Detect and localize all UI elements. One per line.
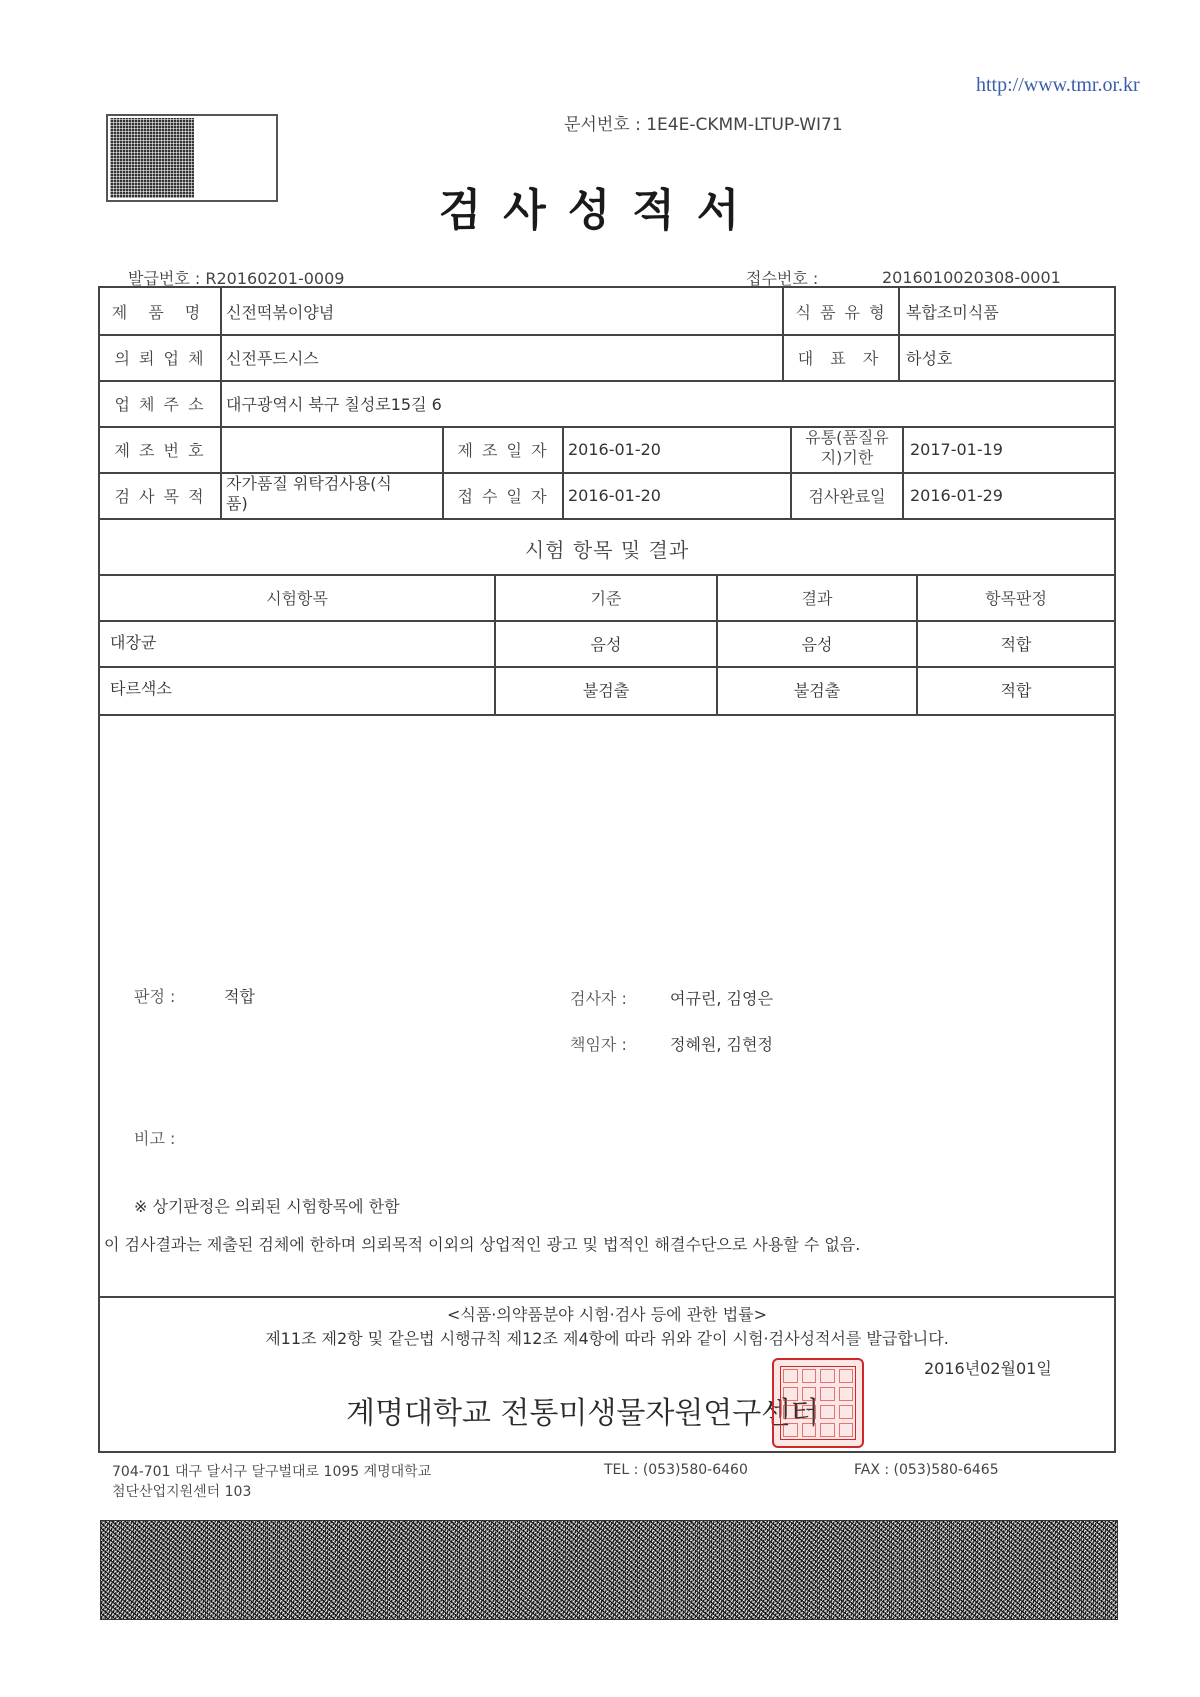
footer-address-line: 첨단산업지원센터 103 [112, 1484, 252, 1500]
receipt-number-value: 2016010020308-0001 [882, 268, 1061, 287]
column-header-judgement: 항목판정 [985, 589, 1047, 608]
representative-value: 하성호 [906, 349, 953, 368]
divider [100, 334, 1114, 336]
requester-label: 의 뢰 업 체 [114, 349, 206, 368]
inspector-value: 여규린, 김영은 [670, 989, 773, 1008]
divider [562, 426, 564, 518]
law-text: 제11조 제2항 및 같은법 시행규칙 제12조 제4항에 따라 위와 같이 시험·검사성적서를 발급합니다. [265, 1329, 949, 1348]
table-cell-standard: 음성 [590, 635, 622, 654]
expiry-label [792, 428, 902, 468]
table-cell-test-item: 타르색소 [110, 679, 172, 698]
issue-date: 2016년02월01일 [924, 1359, 1052, 1378]
certificate-table [98, 286, 1116, 1453]
judgement-value: 적합 [224, 987, 255, 1006]
footer-address-line: 704-701 대구 달서구 달구벌대로 1095 계명대학교 [112, 1464, 432, 1480]
responsible-value: 정혜원, 김현정 [670, 1035, 773, 1054]
receipt-date-value: 2016-01-20 [568, 486, 661, 505]
product-name-label: 제 품 명 [111, 303, 209, 322]
responsible-label: 책임자 : [570, 1035, 627, 1054]
results-section-title: 시험 항목 및 결과 [524, 538, 690, 562]
product-name-value: 신전떡볶이양념 [226, 303, 335, 322]
address-value: 대구광역시 북구 칠성로15길 6 [226, 395, 442, 414]
remarks-label: 비고 : [134, 1129, 176, 1148]
divider [100, 574, 1114, 576]
law-title: <식품·의약품분야 시험·검사 등에 관한 법률> [446, 1305, 768, 1324]
table-cell-result: 음성 [801, 635, 833, 654]
divider [902, 426, 904, 518]
document-number: 문서번호 : 1E4E-CKMM-LTUP-WI71 [564, 115, 843, 135]
inspector-label: 검사자 : [570, 989, 627, 1008]
table-cell-standard: 불검출 [582, 681, 630, 700]
receipt-date-label: 접 수 일 자 [457, 487, 549, 506]
column-header-test-item: 시험항목 [266, 589, 328, 608]
expiry-label-line: 유통(품질유 [805, 428, 889, 447]
issue-number: 발급번호 : R20160201-0009 [128, 269, 345, 288]
food-type-value: 복합조미식품 [906, 303, 999, 322]
divider [100, 620, 1114, 622]
divider [220, 288, 222, 518]
judgement-label: 판정 : [134, 987, 176, 1006]
table-cell-judgement: 적합 [1000, 635, 1032, 654]
test-purpose-line: 품) [226, 494, 248, 513]
food-type-label: 식 품 유 형 [795, 303, 887, 322]
receipt-number-label: 접수번호 : [746, 269, 819, 288]
divider [100, 1296, 1114, 1298]
manufacture-date-value: 2016-01-20 [568, 440, 661, 459]
note-usage-restriction: 이 검사결과는 제출된 검체에 한하며 의뢰목적 이외의 상업적인 광고 및 법적인 해결수단으로 사용할 수 없음. [104, 1235, 861, 1254]
organization-name: 계명대학교 전통미생물자원연구센터 [346, 1396, 820, 1431]
test-purpose-line: 자가품질 위탁검사용(식 [226, 474, 392, 493]
table-cell-result: 불검출 [793, 681, 841, 700]
official-seal-stamp [772, 1358, 864, 1448]
column-header-standard: 기준 [590, 589, 622, 608]
seal-icon [780, 1366, 856, 1440]
divider [100, 518, 1114, 520]
test-purpose-label: 검 사 목 적 [114, 487, 206, 506]
footer-tel: TEL : (053)580-6460 [604, 1462, 748, 1478]
table-cell-test-item: 대장균 [110, 633, 157, 652]
table-cell-judgement: 적합 [1000, 681, 1032, 700]
divider [100, 666, 1114, 668]
divider [100, 714, 1114, 716]
manufacture-date-label: 제 조 일 자 [457, 441, 549, 460]
expiry-value: 2017-01-19 [910, 440, 1003, 459]
footer-fax: FAX : (053)580-6465 [854, 1462, 999, 1478]
address-label: 업 체 주 소 [114, 395, 206, 414]
test-purpose-value [226, 474, 392, 514]
completion-date-value: 2016-01-29 [910, 486, 1003, 505]
website-url[interactable]: http://www.tmr.or.kr [976, 74, 1140, 96]
divider [100, 380, 1114, 382]
divider [898, 288, 900, 380]
column-header-result: 결과 [801, 589, 833, 608]
note-limited-scope: ※ 상기판정은 의뢰된 시험항목에 한함 [134, 1197, 400, 1216]
requester-value: 신전푸드시스 [226, 349, 319, 368]
expiry-label-line: 지)기한 [820, 448, 874, 467]
divider [100, 426, 1114, 428]
page-title: 검사성적서 [438, 185, 762, 236]
footer-address [112, 1462, 431, 1502]
completion-date-label: 검사완료일 [808, 487, 886, 506]
2d-barcode-icon [100, 1520, 1118, 1620]
representative-label: 대 표 자 [797, 349, 885, 368]
manufacture-number-label: 제 조 번 호 [114, 441, 206, 460]
